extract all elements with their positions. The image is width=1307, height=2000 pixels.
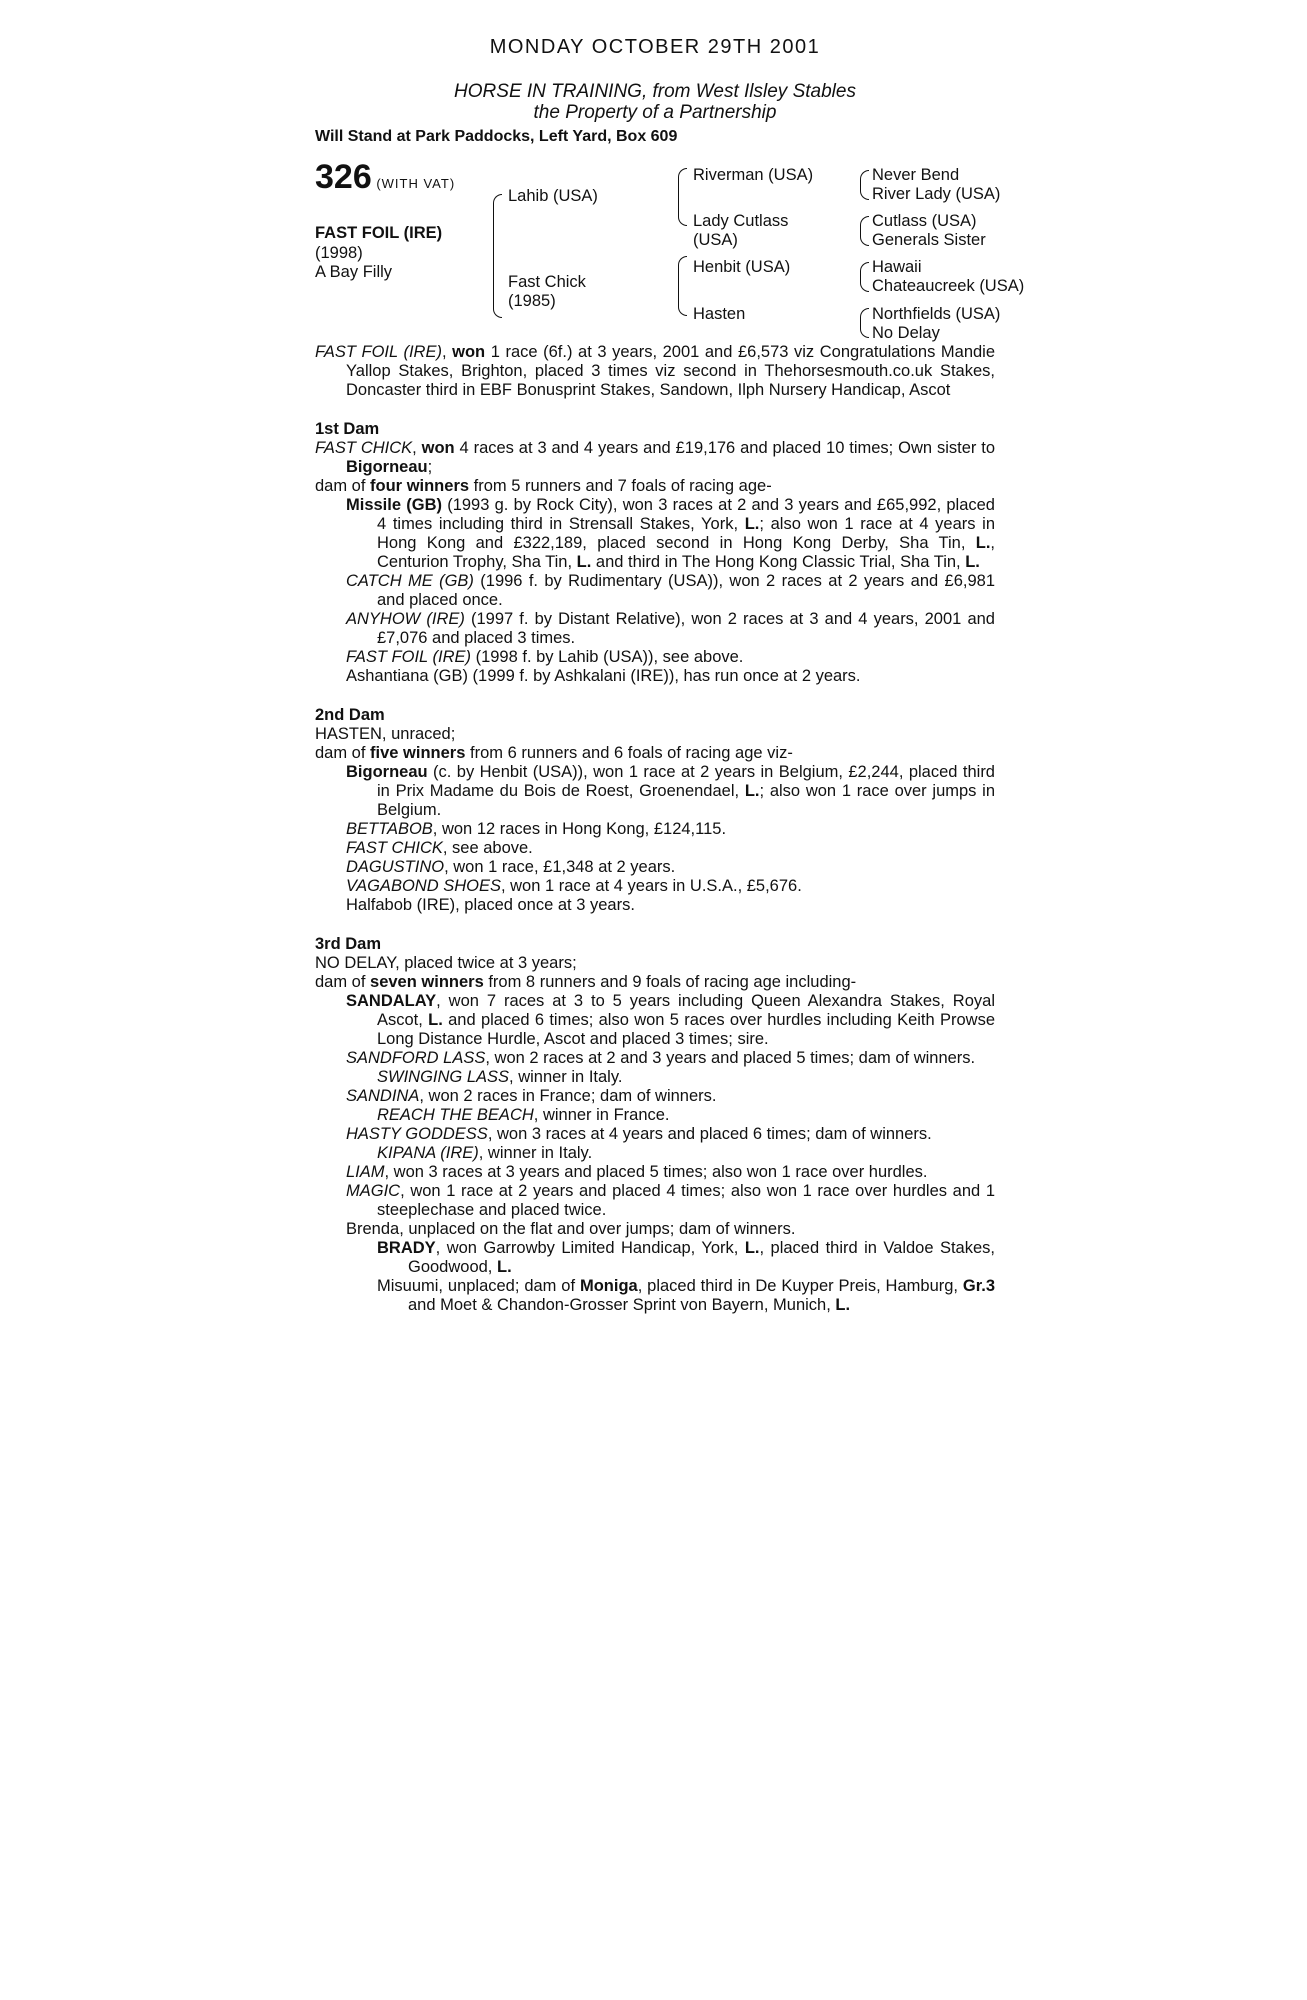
gen2-lady-cutlass-country: (USA)	[693, 231, 738, 249]
kipana-text: , winner in Italy.	[478, 1144, 593, 1162]
gen2-lady-cutlass: Lady Cutlass	[693, 212, 789, 230]
third-dam-produce-post: from 8 runners and 9 foals of racing age including-	[483, 973, 857, 991]
produce-missile	[315, 496, 995, 572]
second-dam-winners: five winners	[370, 744, 466, 762]
bettabob-text: , won 12 races in Hong Kong, £124,115.	[432, 820, 727, 838]
swinging-lass-name: SWINGING LASS	[377, 1068, 510, 1086]
third-dam-winners: seven winners	[370, 973, 484, 991]
second-dam-heading: 2nd Dam	[315, 706, 385, 724]
second-dam-produce	[315, 744, 995, 763]
vagabond-shoes-text: , won 1 race at 4 years in U.S.A., £5,676.	[500, 877, 802, 895]
first-dam-produce	[315, 477, 995, 496]
gen3-northfields: Northfields (USA)	[872, 305, 1001, 323]
sire-name: Lahib (USA)	[508, 187, 598, 205]
first-dam-heading: 1st Dam	[315, 420, 380, 438]
swinging-lass-text: , winner in Italy.	[509, 1068, 623, 1086]
gen3-no-delay: No Delay	[872, 324, 940, 342]
misuumi-text-2: , placed third in De Kuyper Preis, Hamburg,	[637, 1277, 963, 1295]
anyhow-text: (1997 f. by Distant Relative), won 2 races at 3 and 4 years, 2001 and £7,076 and placed 3 times.	[377, 610, 995, 647]
bigorneau-name: Bigorneau	[346, 763, 428, 781]
misuumi-listed: L.	[835, 1296, 851, 1314]
missile-listed-1: L.	[744, 515, 760, 533]
moniga-name: Moniga	[579, 1277, 638, 1295]
sandalay-text-2: and placed 6 times; also won 5 races over hurdles including Keith Prowse Long Distance Hurdle, Ascot and placed 3 times; sire.	[377, 1011, 996, 1048]
lot-year: (1998)	[315, 244, 363, 262]
dam-name: Fast Chick	[508, 273, 586, 291]
bettabob-name: BETTABOB	[346, 820, 433, 838]
dam-year: (1985)	[508, 292, 556, 310]
produce-bigorneau	[315, 763, 995, 820]
produce-vagabond-shoes	[315, 877, 995, 896]
produce-fast-chick	[315, 839, 995, 858]
liam-name: LIAM	[346, 1163, 385, 1181]
pedigree-bracket-3b	[860, 216, 869, 246]
stand-location: Will Stand at Park Paddocks, Left Yard, Box 609	[315, 128, 678, 145]
lot-title-line1: HORSE IN TRAINING, from West Ilsley Stables	[454, 81, 856, 102]
dagustino-name: DAGUSTINO	[346, 858, 445, 876]
second-dam-produce-post: from 6 runners and 6 foals of racing age viz-	[465, 744, 793, 762]
produce-sandford-lass	[315, 1049, 995, 1068]
lot-name: FAST FOIL (IRE)	[315, 224, 443, 242]
lot-number-block	[315, 158, 456, 196]
missile-listed-3: L.	[576, 553, 592, 571]
missile-text-3: , Centurion Trophy, Sha Tin,	[377, 534, 995, 571]
bigorneau-text-1: (c. by Henbit (USA)), won 1 race at 2 years in Belgium, £2,244, placed third in Prix Madame du Bois de Roest, Groenendael,	[377, 763, 995, 800]
brady-text-2: , placed third in Valdoe Stakes, Goodwood,	[408, 1239, 995, 1276]
gen2-henbit: Henbit (USA)	[693, 258, 791, 276]
gen3-cutlass: Cutlass (USA)	[872, 212, 977, 230]
pedigree-bracket-3d	[860, 308, 869, 338]
anyhow-name: ANYHOW (IRE)	[346, 610, 465, 628]
produce-bettabob	[315, 820, 995, 839]
gen3-river-lady: River Lady (USA)	[872, 185, 1001, 203]
sandina-name: SANDINA	[346, 1087, 420, 1105]
summary-won: won	[452, 343, 486, 361]
fast-foil-name: FAST FOIL (IRE)	[346, 648, 471, 666]
hasty-goddess-text: , won 3 races at 4 years and placed 6 times; dam of winners.	[487, 1125, 932, 1143]
racing-summary: FAST FOIL (IRE), won 1 race (6f.) at 3 years, 2001 and £6,573 viz Congratulations Mandie Yallop Stakes, Brighton, placed 3 times viz second in Thehorsesmouth.co.uk Stakes, Doncaster third in EBF Bonusprint Stakes, Sandown, Ilph Nursery Handicap, Ascot	[315, 343, 996, 399]
produce-misuumi	[315, 1277, 995, 1315]
brady-text-1: , won Garrowby Limited Handicap, York,	[435, 1239, 745, 1257]
pedigree-table	[315, 158, 1025, 342]
missile-listed-2: L.	[975, 534, 991, 552]
produce-magic	[315, 1182, 995, 1220]
misuumi-group: Gr.3	[962, 1277, 995, 1295]
pedigree-bracket-3c	[860, 262, 869, 292]
lot-title-line2: the Property of a Partnership	[533, 102, 777, 123]
gen2-hasten: Hasten	[693, 305, 746, 323]
produce-halfabob: Halfabob (IRE), placed once at 3 years.	[346, 896, 635, 914]
summary-text: 1 race (6f.) at 3 years, 2001 and £6,573 viz Congratulations Mandie Yallop Stakes, Brighton, placed 3 times viz second in Thehorsesmouth.co.uk Stakes, Doncaster third in EBF Bonusprint Stakes, Sandown, Ilph Nursery Handicap, Ascot	[346, 343, 996, 399]
missile-text-4: and third in The Hong Kong Classic Trial, Sha Tin,	[591, 553, 966, 571]
pedigree-bracket-2b	[678, 256, 687, 316]
sandalay-listed: L.	[428, 1011, 443, 1029]
produce-liam	[315, 1163, 995, 1182]
fast-chick-text: , see above.	[442, 839, 533, 857]
vagabond-shoes-name: VAGABOND SHOES	[346, 877, 501, 895]
produce-ashantiana: Ashantiana (GB) (1999 f. by Ashkalani (IRE)), has run once at 2 years.	[346, 667, 861, 685]
third-dam-record: NO DELAY, placed twice at 3 years;	[315, 954, 577, 972]
dagustino-text: , won 1 race, £1,348 at 2 years.	[444, 858, 676, 876]
lot-description: A Bay Filly	[315, 263, 393, 281]
sandford-lass-text: , won 2 races at 2 and 3 years and placed 5 times; dam of winners.	[485, 1049, 976, 1067]
gen3-hawaii: Hawaii	[872, 258, 922, 276]
pedigree-bracket-1	[493, 194, 502, 318]
missile-text-2: ; also won 1 race at 4 years in Hong Kong and £322,189, placed second in Hong Kong Derby, Sha Tin,	[377, 515, 996, 552]
vat-label: (WITH VAT)	[376, 176, 456, 191]
second-dam-record: HASTEN, unraced;	[315, 725, 456, 743]
gen3-never-bend: Never Bend	[872, 166, 960, 184]
magic-name: MAGIC	[346, 1182, 401, 1200]
produce-hasty-goddess	[315, 1125, 995, 1144]
produce-anyhow	[315, 610, 995, 648]
first-dam-won: won	[421, 439, 455, 457]
third-dam-heading: 3rd Dam	[315, 935, 382, 953]
first-dam-record: FAST CHICK, won 4 races at 3 and 4 years and £19,176 and placed 10 times; Own sister to Bigorneau;	[315, 439, 996, 476]
first-dam-text: 4 races at 3 and 4 years and £19,176 and placed 10 times; Own sister to	[454, 439, 996, 457]
brady-listed-2: L.	[496, 1258, 512, 1276]
bigorneau-listed: L.	[744, 782, 760, 800]
brady-name: BRADY	[377, 1239, 436, 1257]
first-dam-name: FAST CHICK	[315, 439, 413, 457]
gen3-generals-sister: Generals Sister	[872, 231, 986, 249]
produce-fast-foil	[315, 648, 995, 667]
first-dam-end: ;	[427, 458, 433, 476]
sandina-text: , won 2 races in France; dam of winners.	[419, 1087, 717, 1105]
misuumi-text-3: and Moet & Chandon-Grosser Sprint von Bayern, Munich,	[408, 1296, 836, 1314]
produce-reach-the-beach	[315, 1106, 995, 1125]
reach-the-beach-text: , winner in France.	[533, 1106, 670, 1124]
first-dam-produce-post: from 5 runners and 7 foals of racing age-	[469, 477, 772, 495]
produce-dagustino	[315, 858, 995, 877]
first-dam-produce-pre: dam of	[315, 477, 371, 495]
first-dam-sister: Bigorneau	[346, 458, 428, 476]
fast-chick-name: FAST CHICK	[346, 839, 443, 857]
produce-kipana	[315, 1144, 995, 1163]
pedigree-bracket-3a	[860, 170, 869, 200]
reach-the-beach-name: REACH THE BEACH	[377, 1106, 534, 1124]
pedigree-bracket-2a	[678, 168, 687, 226]
second-dam-produce-pre: dam of	[315, 744, 371, 762]
sandford-lass-name: SANDFORD LASS	[346, 1049, 486, 1067]
brady-listed-1: L.	[744, 1239, 760, 1257]
missile-listed-4: L.	[965, 553, 980, 571]
produce-sandalay	[315, 992, 995, 1049]
produce-brady	[315, 1239, 995, 1277]
third-dam-produce	[315, 973, 995, 992]
produce-catch-me	[315, 572, 995, 610]
first-dam-winners: four winners	[370, 477, 470, 495]
produce-sandina	[315, 1087, 995, 1106]
catalogue-page	[315, 36, 1025, 1315]
liam-text: , won 3 races at 3 years and placed 5 times; also won 1 race over hurdles.	[384, 1163, 928, 1181]
third-dam-produce-pre: dam of	[315, 973, 371, 991]
summary-horse-name: FAST FOIL (IRE)	[315, 343, 442, 361]
missile-text-1: (1993 g. by Rock City), won 3 races at 2 and 3 years and £65,992, placed 4 times including third in Strensall Stakes, York,	[377, 496, 995, 533]
magic-text: , won 1 race at 2 years and placed 4 times; also won 1 race over hurdles and 1 steeplechase and placed twice.	[377, 1182, 995, 1219]
missile-name: Missile (GB)	[346, 496, 442, 514]
misuumi-text-1: Misuumi, unplaced; dam of	[377, 1277, 580, 1295]
gen3-chateaucreek: Chateaucreek (USA)	[872, 277, 1025, 295]
fast-foil-text: (1998 f. by Lahib (USA)), see above.	[470, 648, 744, 666]
catch-me-text: (1996 f. by Rudimentary (USA)), won 2 races at 2 years and £6,981 and placed once.	[377, 572, 996, 609]
lot-number: 326	[315, 158, 372, 196]
produce-swinging-lass	[315, 1068, 995, 1087]
kipana-name: KIPANA (IRE)	[377, 1144, 479, 1162]
sale-date: MONDAY OCTOBER 29TH 2001	[489, 36, 821, 58]
bigorneau-text-2: ; also won 1 race over jumps in Belgium.	[377, 782, 995, 819]
gen2-riverman: Riverman (USA)	[693, 166, 814, 184]
catch-me-name: CATCH ME (GB)	[346, 572, 474, 590]
produce-brenda: Brenda, unplaced on the flat and over jumps; dam of winners.	[346, 1220, 796, 1238]
hasty-goddess-name: HASTY GODDESS	[346, 1125, 488, 1143]
sandalay-name: SANDALAY	[346, 992, 437, 1010]
sandalay-text-1: , won 7 races at 3 to 5 years including Queen Alexandra Stakes, Royal Ascot,	[377, 992, 995, 1029]
